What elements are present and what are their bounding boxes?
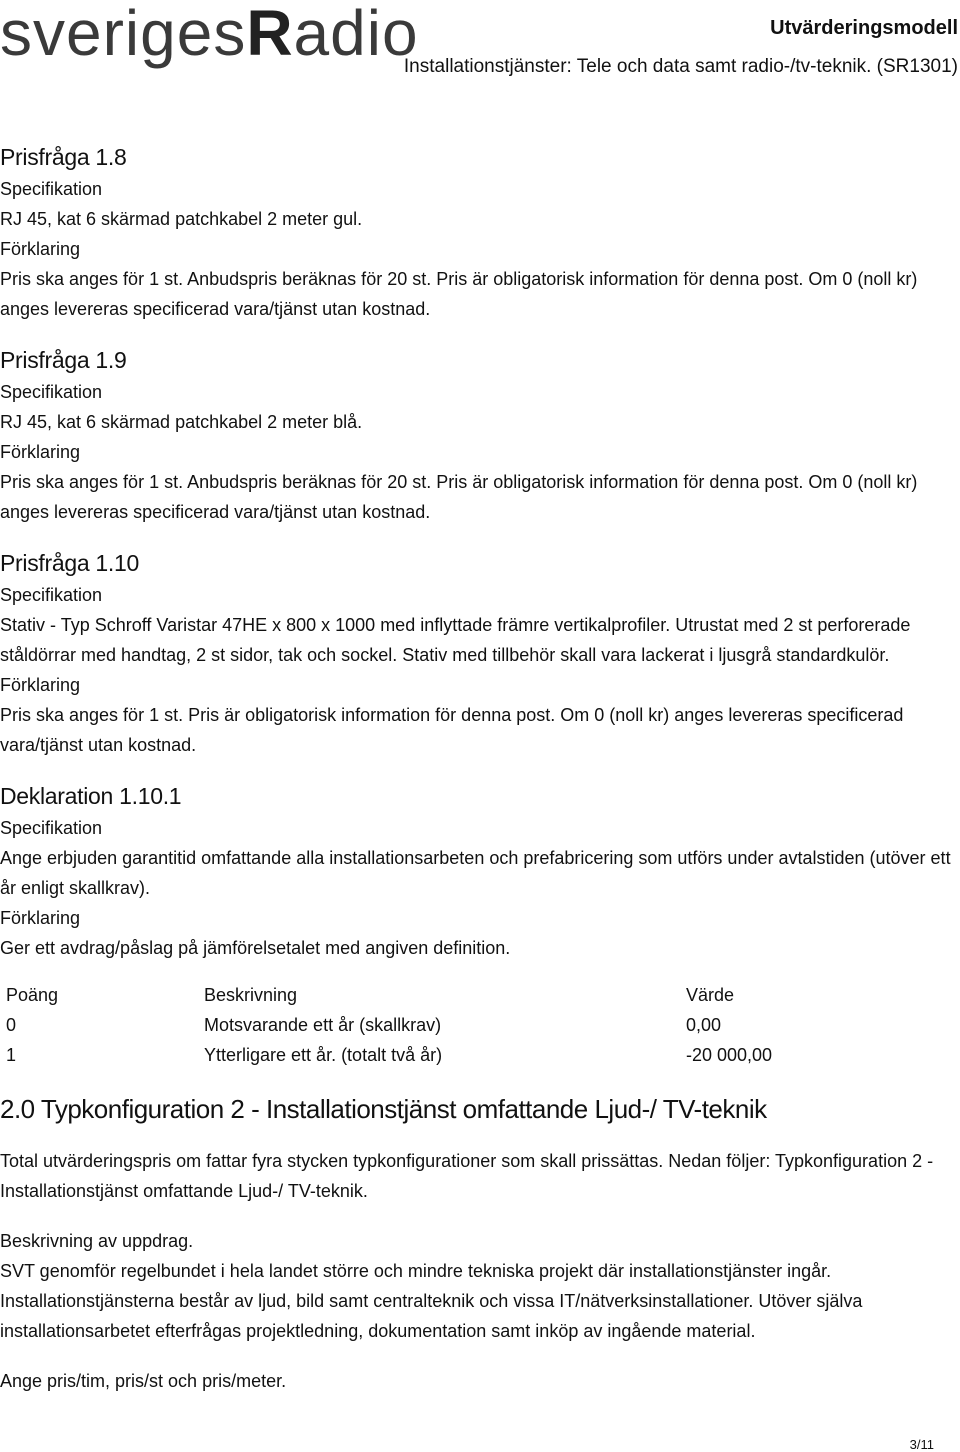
explanation-label: Förklaring [0, 675, 81, 695]
declaration-1-10-1 [0, 779, 960, 963]
cell-value: 0,00 [686, 1014, 722, 1035]
table-row [0, 1010, 886, 1040]
document-title: Utvärderingsmodell [770, 17, 958, 39]
table-row [0, 1040, 886, 1070]
specification-text: Stativ - Typ Schroff Varistar 47HE x 800 x 1000 med inflyttade främre vertikalprofiler. Utrustat med 2 st perforerade ståldörrar med handtag, 2 st sidor, tak och sockel. Stativ med tillbehör skall vara lackerat i ljusgrå standardkulör. [0, 615, 911, 665]
cell-points: 0 [6, 1014, 17, 1035]
explanation-text: Pris ska anges för 1 st. Anbudspris beräknas för 20 st. Pris är obligatorisk information för denna post. Om 0 (noll kr) anges levereras specificerad vara/tjänst utan kostnad. [0, 269, 918, 319]
pricing-instruction: Ange pris/tim, pris/st och pris/meter. [0, 1371, 287, 1391]
specification-label: Specifikation [0, 382, 103, 402]
logo-text-left: sveriges [0, 0, 247, 69]
block-title: Prisfråga 1.10 [0, 550, 139, 576]
header-description: Beskrivning [204, 984, 298, 1005]
page-header [0, 0, 960, 90]
block-title: Prisfråga 1.8 [0, 144, 127, 170]
points-table [0, 980, 886, 1070]
explanation-text: Pris ska anges för 1 st. Anbudspris beräknas för 20 st. Pris är obligatorisk information för denna post. Om 0 (noll kr) anges levereras specificerad vara/tjänst utan kostnad. [0, 472, 918, 522]
header-points: Poäng [6, 984, 59, 1005]
cell-description: Motsvarande ett år (skallkrav) [204, 1014, 442, 1035]
explanation-label: Förklaring [0, 239, 81, 259]
explanation-label: Förklaring [0, 908, 81, 928]
price-question-1-8 [0, 140, 960, 324]
price-question-1-10 [0, 546, 960, 760]
specification-text: Ange erbjuden garantitid omfattande alla installationsarbeten och prefabricering som utförs under avtalstiden (utöver ett år enligt skallkrav). [0, 848, 951, 898]
cell-description: Ytterligare ett år. (totalt två år) [204, 1044, 443, 1065]
assignment-heading: Beskrivning av uppdrag. [0, 1231, 194, 1251]
explanation-label: Förklaring [0, 442, 81, 462]
header-value: Värde [686, 984, 735, 1005]
logo-mark: R [246, 0, 294, 69]
logo-text-right: adio [293, 0, 419, 69]
table-header-row [0, 980, 886, 1010]
assignment-description [0, 1226, 960, 1346]
specification-label: Specifikation [0, 585, 103, 605]
price-question-1-9 [0, 343, 960, 527]
section-heading: 2.0 Typkonfiguration 2 - Installationstjänst omfattande Ljud-/ TV-teknik [0, 1094, 767, 1124]
cell-points: 1 [6, 1044, 17, 1065]
specification-label: Specifikation [0, 179, 103, 199]
block-title: Deklaration 1.10.1 [0, 783, 182, 809]
page-content [0, 140, 960, 1416]
explanation-text: Pris ska anges för 1 st. Pris är obligatorisk information för denna post. Om 0 (noll kr) anges levereras specificerad vara/tjänst utan kostnad. [0, 705, 904, 755]
explanation-text: Ger ett avdrag/påslag på jämförelsetalet med angiven definition. [0, 938, 511, 958]
block-title: Prisfråga 1.9 [0, 347, 127, 373]
page-number: 3/11 [909, 1437, 934, 1452]
document-subtitle: Installationstjänster: Tele och data samt radio-/tv-teknik. (SR1301) [403, 56, 958, 77]
assignment-text: SVT genomför regelbundet i hela landet större och mindre tekniska projekt där installationstjänster ingår. Installationstjänsterna består av ljud, bild samt centralteknik och vissa IT/nätverksinstallationer. Utöver själva installationsarbetet efterfrågas projektledning, dokumentation samt inköp av ingående material. [0, 1261, 863, 1341]
specification-text: RJ 45, kat 6 skärmad patchkabel 2 meter blå. [0, 412, 363, 432]
cell-value: -20 000,00 [686, 1044, 773, 1065]
specification-label: Specifikation [0, 818, 103, 838]
sveriges-radio-logo [0, 0, 419, 70]
section-intro-paragraph: Total utvärderingspris om fattar fyra stycken typkonfigurationer som skall prissättas. Nedan följer: Typkonfiguration 2 - Installationstjänst omfattande Ljud-/ TV-teknik. [0, 1151, 934, 1201]
specification-text: RJ 45, kat 6 skärmad patchkabel 2 meter gul. [0, 209, 363, 229]
